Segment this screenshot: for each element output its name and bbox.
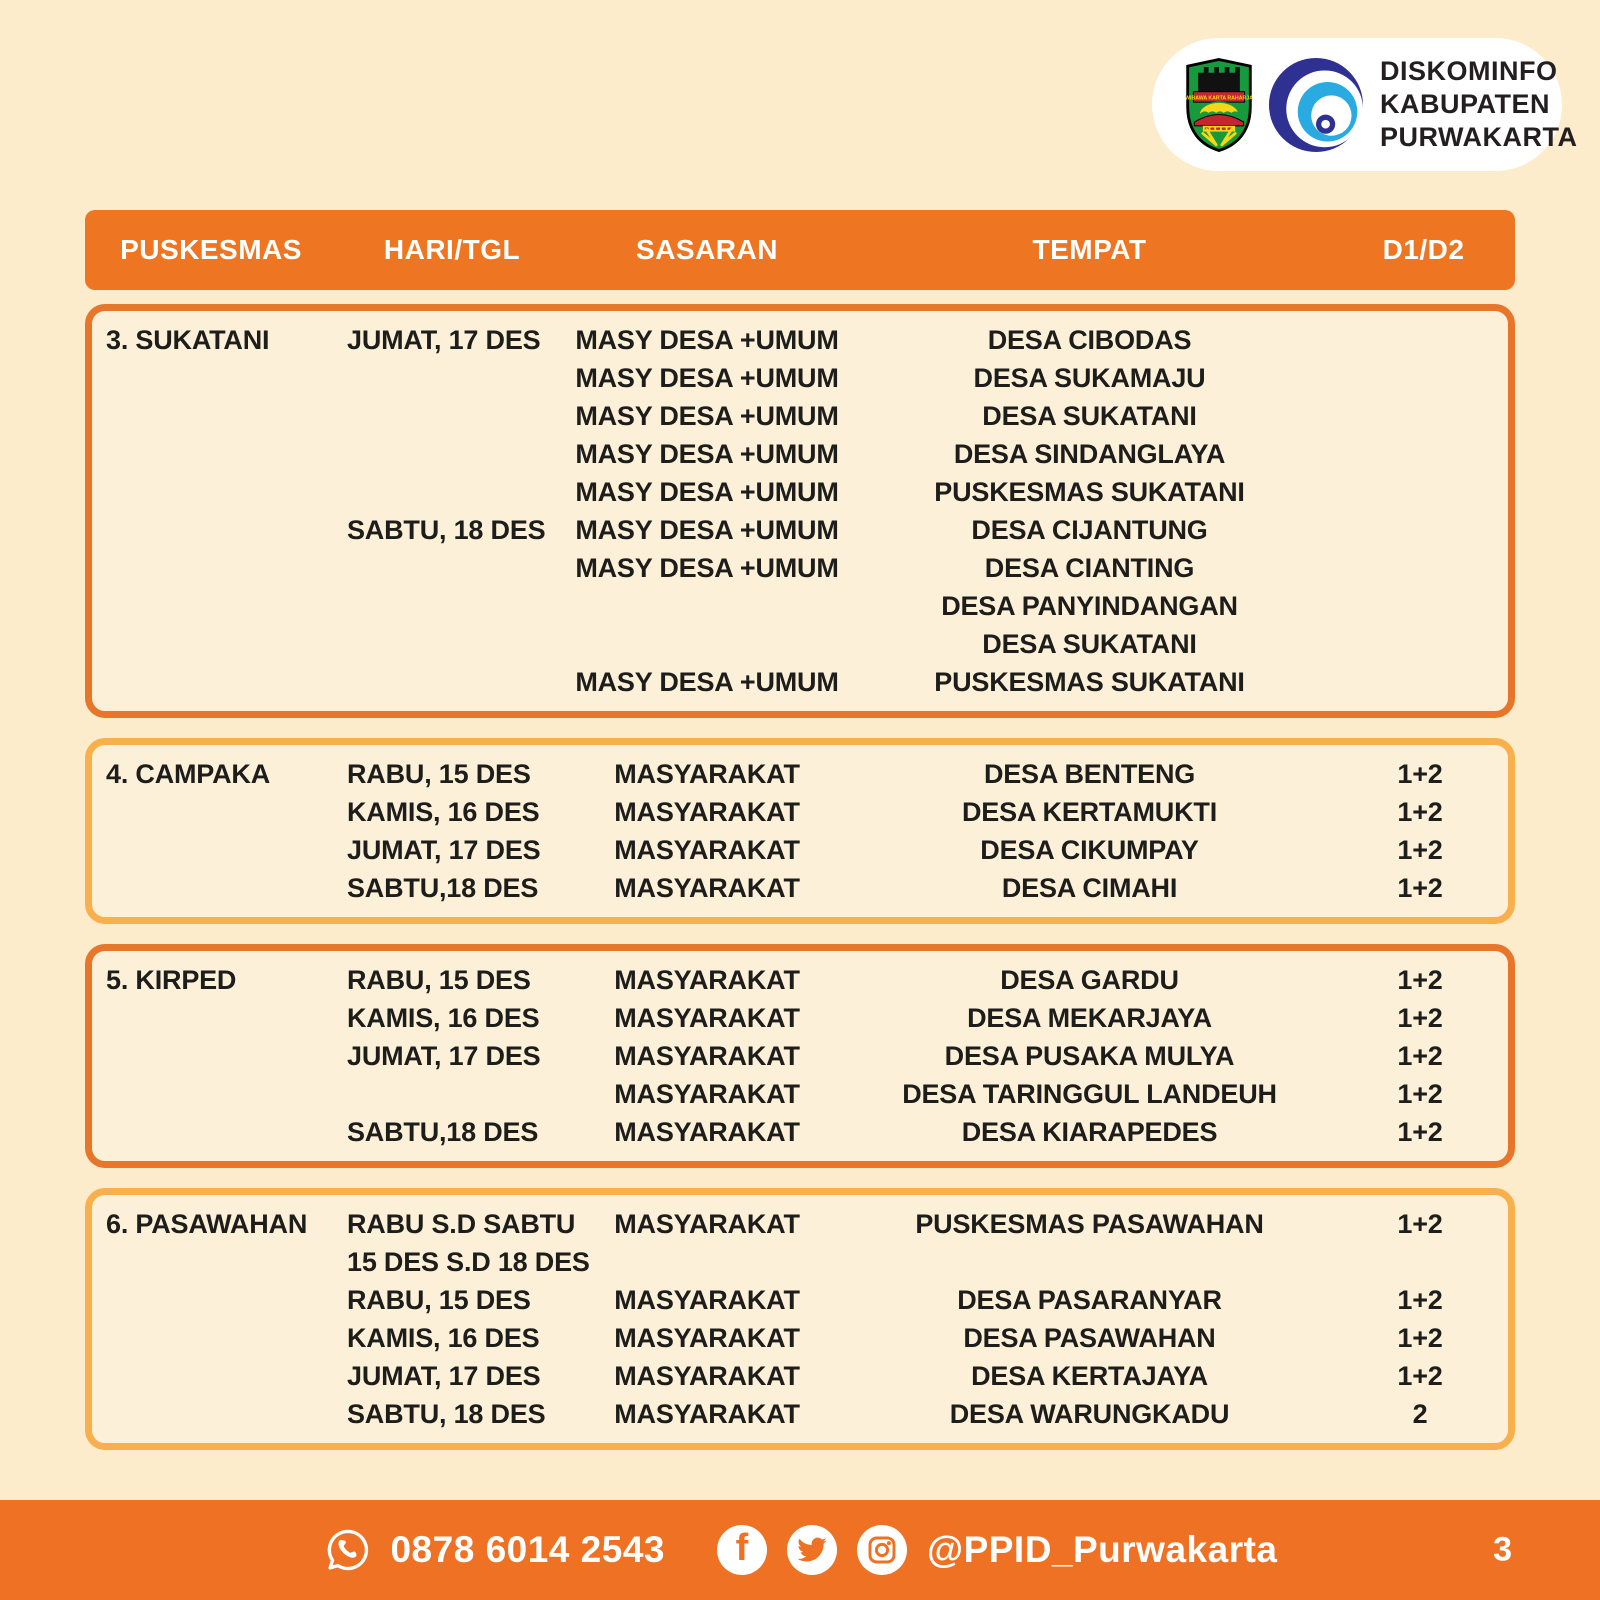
cell-sasaran: MASYARAKAT	[614, 1116, 800, 1147]
table-row	[92, 1243, 1508, 1281]
cell-sasaran: MASYARAKAT	[614, 1360, 800, 1391]
whatsapp-contact	[322, 1524, 665, 1576]
cell-sasaran: MASY DESA +UMUM	[575, 400, 839, 431]
schedule-card	[85, 1188, 1515, 1450]
cell-puskesmas: 3. SUKATANI	[106, 324, 270, 355]
cell-sasaran: MASY DESA +UMUM	[575, 362, 839, 393]
table-row	[92, 397, 1508, 435]
table-row	[92, 961, 1508, 999]
table-header-bar	[85, 210, 1515, 290]
cell-d1-d2: 1+2	[1397, 1322, 1443, 1353]
cell-hari-tgl: KAMIS, 16 DES	[347, 1322, 540, 1353]
cell-d1-d2: 1+2	[1397, 758, 1443, 789]
table-row	[92, 473, 1508, 511]
agency-name	[1380, 55, 1578, 154]
cell-hari-tgl: SABTU, 18 DES	[347, 1398, 546, 1429]
cell-tempat: PUSKESMAS SUKATANI	[934, 476, 1245, 507]
cell-sasaran: MASY DESA +UMUM	[575, 438, 839, 469]
cell-hari-tgl: RABU S.D SABTU	[347, 1208, 576, 1239]
cell-d1-d2: 1+2	[1397, 1284, 1443, 1315]
instagram-icon	[857, 1525, 907, 1575]
schedule-table	[85, 210, 1515, 1470]
cell-d1-d2: 1+2	[1397, 1040, 1443, 1071]
cell-sasaran: MASY DESA +UMUM	[575, 666, 839, 697]
cell-sasaran: MASY DESA +UMUM	[575, 552, 839, 583]
header-tempat: TEMPAT	[1032, 234, 1147, 265]
cell-sasaran: MASYARAKAT	[614, 796, 800, 827]
cell-sasaran: MASYARAKAT	[614, 1040, 800, 1071]
cell-d1-d2: 1+2	[1397, 872, 1443, 903]
agency-line-3: PURWAKARTA	[1380, 122, 1578, 152]
cell-tempat: PUSKESMAS SUKATANI	[934, 666, 1245, 697]
cell-tempat: DESA CIBODAS	[987, 324, 1192, 355]
table-row	[92, 869, 1508, 907]
table-row	[92, 793, 1508, 831]
cell-puskesmas: 4. CAMPAKA	[106, 758, 271, 789]
cell-hari-tgl: RABU, 15 DES	[347, 1284, 531, 1315]
cell-tempat: DESA KERTAMUKTI	[962, 796, 1217, 827]
agency-line-2: KABUPATEN	[1380, 89, 1550, 119]
cell-sasaran: MASYARAKAT	[614, 1208, 800, 1239]
whatsapp-number: 0878 6014 2543	[390, 1529, 665, 1570]
header-puskesmas: PUSKESMAS	[120, 234, 302, 265]
cell-sasaran: MASYARAKAT	[614, 964, 800, 995]
table-row	[92, 1075, 1508, 1113]
cell-sasaran: MASYARAKAT	[614, 834, 800, 865]
table-row	[92, 999, 1508, 1037]
cell-d1-d2: 1+2	[1397, 796, 1443, 827]
cell-hari-tgl: KAMIS, 16 DES	[347, 1002, 540, 1033]
table-row	[92, 359, 1508, 397]
sections-container	[85, 304, 1515, 1450]
facebook-icon: f	[717, 1525, 767, 1575]
table-row	[92, 1205, 1508, 1243]
twitter-icon	[787, 1525, 837, 1575]
table-row	[92, 663, 1508, 701]
cell-sasaran: MASYARAKAT	[614, 1398, 800, 1429]
crest-motto: WIBAWA KARTA RAHARJA	[1185, 94, 1253, 101]
diskominfo-wave-icon	[1268, 57, 1364, 153]
table-row	[92, 831, 1508, 869]
social-handle: @PPID_Purwakarta	[926, 1529, 1278, 1570]
table-row	[92, 1357, 1508, 1395]
table-row	[92, 511, 1508, 549]
cell-d1-d2: 1+2	[1397, 964, 1443, 995]
cell-tempat: DESA PUSAKA MULYA	[944, 1040, 1235, 1071]
agency-line-1: DISKOMINFO	[1380, 56, 1558, 86]
cell-hari-tgl: KAMIS, 16 DES	[347, 796, 540, 827]
cell-sasaran: MASYARAKAT	[614, 1002, 800, 1033]
cell-puskesmas: 6. PASAWAHAN	[106, 1208, 308, 1239]
cell-sasaran: MASYARAKAT	[614, 1284, 800, 1315]
table-row	[92, 549, 1508, 587]
cell-tempat: DESA PANYINDANGAN	[941, 590, 1238, 621]
cell-hari-tgl: JUMAT, 17 DES	[347, 834, 541, 865]
table-row	[92, 1037, 1508, 1075]
cell-hari-tgl: RABU, 15 DES	[347, 964, 531, 995]
purwakarta-crest-icon	[1182, 57, 1256, 153]
cell-sasaran: MASY DESA +UMUM	[575, 476, 839, 507]
cell-d1-d2: 2	[1412, 1398, 1428, 1429]
cell-hari-tgl: SABTU,18 DES	[347, 1116, 539, 1147]
cell-sasaran: MASY DESA +UMUM	[575, 514, 839, 545]
cell-tempat: DESA SINDANGLAYA	[953, 438, 1226, 469]
branding-pill	[1152, 38, 1578, 171]
cell-tempat: DESA PASAWAHAN	[963, 1322, 1216, 1353]
cell-tempat: DESA CIANTING	[984, 552, 1195, 583]
table-row	[92, 1319, 1508, 1357]
schedule-card	[85, 944, 1515, 1168]
table-row	[92, 321, 1508, 359]
cell-tempat: DESA SUKATANI	[982, 628, 1197, 659]
cell-tempat: DESA KERTAJAYA	[971, 1360, 1208, 1391]
cell-tempat: DESA SUKAMAJU	[973, 362, 1206, 393]
cell-tempat: DESA PASARANYAR	[957, 1284, 1222, 1315]
cell-tempat: DESA SUKATANI	[982, 400, 1197, 431]
cell-hari-tgl: 15 DES S.D 18 DES	[347, 1246, 590, 1277]
table-row	[92, 625, 1508, 663]
table-row	[92, 1281, 1508, 1319]
schedule-card	[85, 738, 1515, 924]
table-row	[92, 755, 1508, 793]
cell-d1-d2: 1+2	[1397, 1208, 1443, 1239]
header-hari-tgl: HARI/TGL	[383, 234, 521, 265]
cell-d1-d2: 1+2	[1397, 1002, 1443, 1033]
table-row	[92, 587, 1508, 625]
table-row	[92, 1395, 1508, 1433]
header-sasaran: SASARAN	[636, 234, 778, 265]
cell-hari-tgl: SABTU, 18 DES	[347, 514, 546, 545]
social-media-group	[717, 1525, 1278, 1575]
table-row	[92, 1113, 1508, 1151]
cell-sasaran: MASYARAKAT	[614, 872, 800, 903]
cell-sasaran: MASYARAKAT	[614, 758, 800, 789]
cell-tempat: DESA WARUNGKADU	[949, 1398, 1230, 1429]
cell-tempat: DESA CIKUMPAY	[980, 834, 1199, 865]
cell-d1-d2: 1+2	[1397, 1116, 1443, 1147]
cell-d1-d2: 1+2	[1397, 1078, 1443, 1109]
cell-tempat: DESA GARDU	[1000, 964, 1179, 995]
cell-d1-d2: 1+2	[1397, 1360, 1443, 1391]
cell-sasaran: MASYARAKAT	[614, 1078, 800, 1109]
header-d1-d2: D1/D2	[1382, 234, 1465, 265]
cell-tempat: PUSKESMAS PASAWAHAN	[915, 1208, 1264, 1239]
whatsapp-icon	[322, 1524, 374, 1576]
cell-puskesmas: 5. KIRPED	[106, 964, 237, 995]
page-number: 3	[1493, 1530, 1512, 1569]
schedule-card	[85, 304, 1515, 718]
cell-hari-tgl: RABU, 15 DES	[347, 758, 531, 789]
cell-hari-tgl: JUMAT, 17 DES	[347, 324, 541, 355]
cell-tempat: DESA TARINGGUL LANDEUH	[902, 1078, 1277, 1109]
table-row	[92, 435, 1508, 473]
cell-tempat: DESA CIJANTUNG	[971, 514, 1208, 545]
cell-d1-d2: 1+2	[1397, 834, 1443, 865]
footer-bar	[0, 1500, 1600, 1600]
cell-hari-tgl: SABTU,18 DES	[347, 872, 539, 903]
cell-sasaran: MASYARAKAT	[614, 1322, 800, 1353]
cell-tempat: DESA CIMAHI	[1001, 872, 1178, 903]
cell-hari-tgl: JUMAT, 17 DES	[347, 1040, 541, 1071]
cell-hari-tgl: JUMAT, 17 DES	[347, 1360, 541, 1391]
cell-tempat: DESA BENTENG	[983, 758, 1196, 789]
cell-sasaran: MASY DESA +UMUM	[575, 324, 839, 355]
cell-tempat: DESA MEKARJAYA	[967, 1002, 1212, 1033]
cell-tempat: DESA KIARAPEDES	[961, 1116, 1218, 1147]
